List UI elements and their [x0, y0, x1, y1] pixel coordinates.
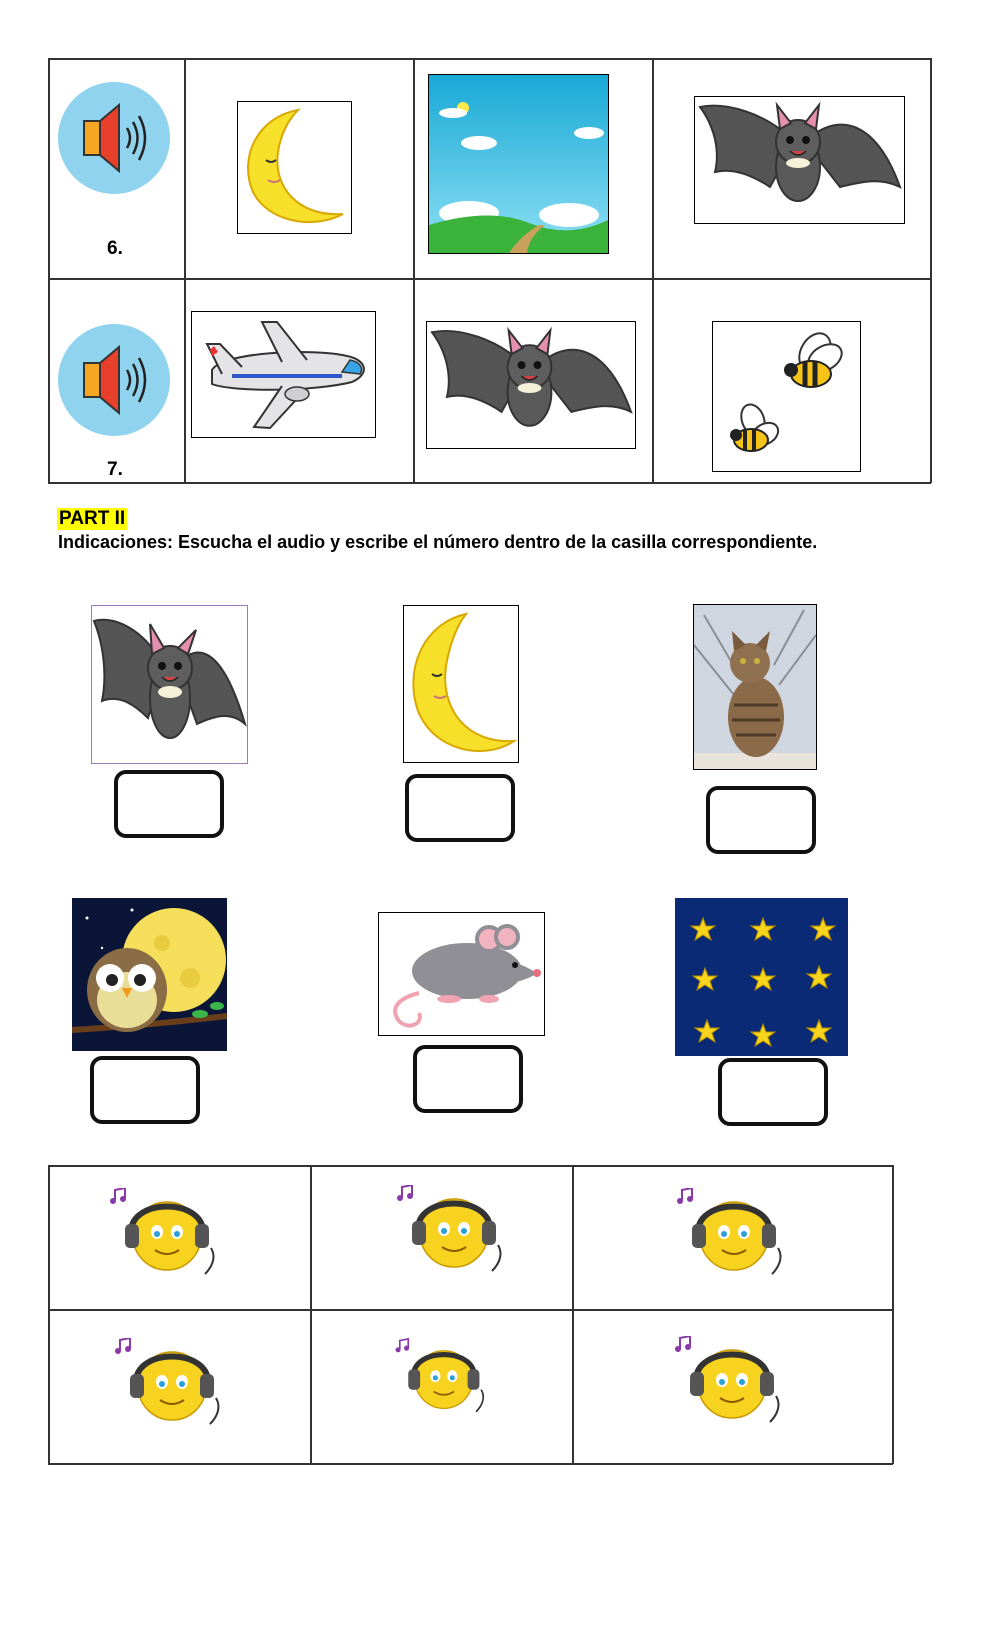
headphones-emoji-icon — [674, 1188, 792, 1278]
answer-box-cat[interactable] — [706, 786, 816, 854]
option-bat-7[interactable] — [426, 321, 636, 449]
headphones-emoji-icon — [112, 1338, 230, 1428]
option-bat-6[interactable] — [694, 96, 905, 224]
picture-bat — [91, 605, 248, 764]
moon-icon — [238, 102, 350, 232]
moon-icon — [404, 606, 518, 762]
audio-cell-2[interactable] — [394, 1185, 512, 1275]
bees-icon — [713, 322, 859, 470]
option-moon-6[interactable] — [237, 101, 352, 234]
part-title: PART II — [59, 508, 126, 529]
bat-icon — [427, 322, 634, 447]
instructions: Indicaciones: Escucha el audio y escribe el número dentro de la casilla correspondiente. — [58, 532, 818, 552]
answer-box-mouse[interactable] — [413, 1045, 523, 1113]
question-number-7: 7. — [107, 459, 123, 480]
audio-button-7[interactable] — [57, 323, 172, 438]
answer-box-stars[interactable] — [718, 1058, 828, 1126]
sky-landscape-icon — [429, 75, 608, 253]
cat-photo-icon — [694, 605, 816, 769]
stars-icon — [675, 898, 848, 1056]
option-sky-6[interactable] — [428, 74, 609, 254]
audio-cell-6[interactable] — [672, 1336, 790, 1426]
bat-icon — [92, 606, 247, 763]
headphones-emoji-icon — [672, 1336, 790, 1426]
option-airplane-7[interactable] — [191, 311, 376, 438]
audio-cell-5[interactable] — [393, 1332, 493, 1422]
headphones-emoji-icon — [394, 1185, 512, 1275]
headphones-emoji-icon — [107, 1188, 225, 1278]
question-number-6: 6. — [107, 238, 123, 259]
mouse-icon — [379, 913, 544, 1035]
picture-owl-night — [72, 898, 227, 1051]
airplane-icon — [192, 312, 374, 436]
answer-box-owl[interactable] — [90, 1056, 200, 1124]
picture-cat — [693, 604, 817, 770]
picture-stars — [675, 898, 848, 1056]
picture-moon — [403, 605, 519, 763]
answer-box-moon[interactable] — [405, 774, 515, 842]
bat-icon — [695, 97, 903, 222]
audio-button-6[interactable] — [57, 81, 172, 196]
picture-mouse — [378, 912, 545, 1036]
speaker-icon — [57, 81, 172, 196]
audio-cell-1[interactable] — [107, 1188, 225, 1278]
owl-moon-icon — [72, 898, 227, 1051]
audio-cell-3[interactable] — [674, 1188, 792, 1278]
answer-box-bat[interactable] — [114, 770, 224, 838]
speaker-icon — [57, 323, 172, 438]
headphones-emoji-icon — [393, 1332, 493, 1422]
audio-cell-4[interactable] — [112, 1338, 230, 1428]
option-bees-7[interactable] — [712, 321, 861, 472]
